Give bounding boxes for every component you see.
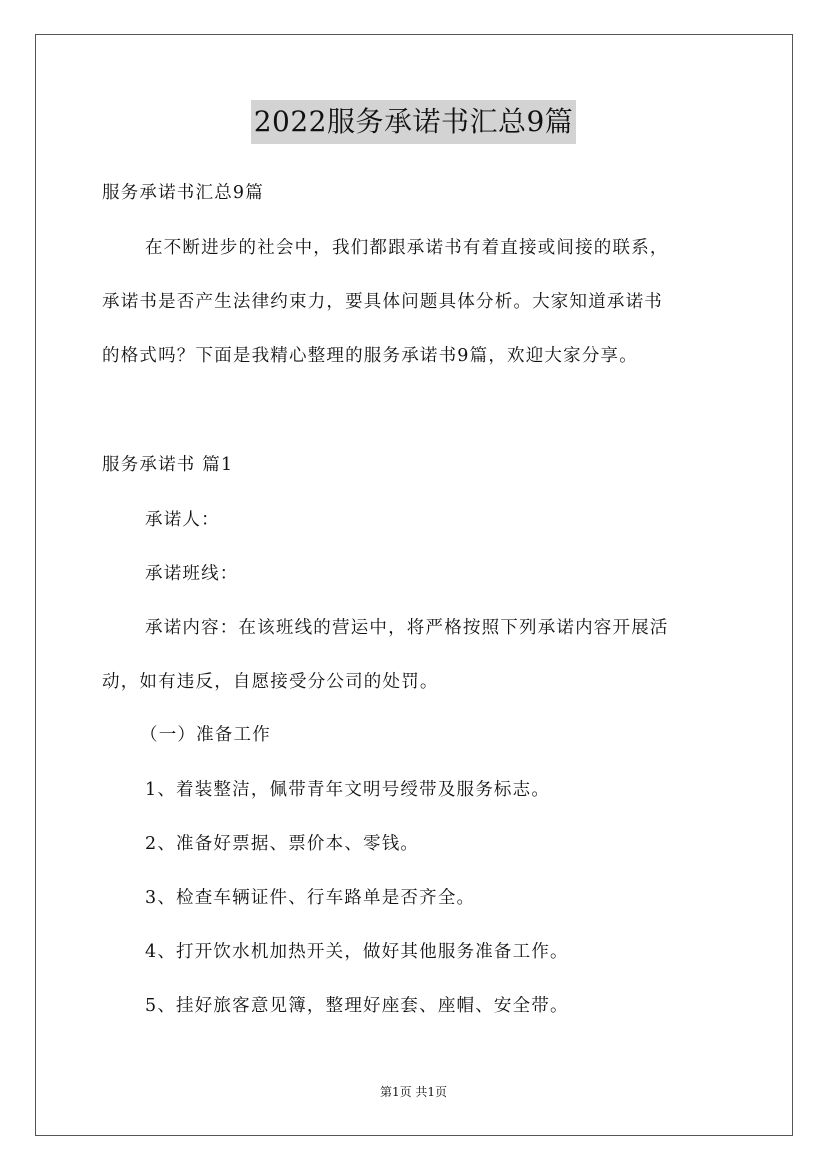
title-wrap bbox=[0, 100, 827, 144]
intro-line: 在不断进步的社会中，我们都跟承诺书有着直接或间接的联系， bbox=[145, 238, 669, 258]
section-heading: 服务承诺书 篇1 bbox=[102, 455, 234, 475]
intro-line: 的格式吗？下面是我精心整理的服务承诺书9篇，欢迎大家分享。 bbox=[102, 346, 638, 366]
promiser-label: 承诺人： bbox=[145, 510, 220, 530]
intro-line: 承诺书是否产生法律约束力，要具体问题具体分析。大家知道承诺书 bbox=[102, 292, 663, 312]
route-label: 承诺班线： bbox=[145, 564, 239, 584]
document-subtitle: 服务承诺书汇总9篇 bbox=[102, 183, 264, 203]
content-line: 承诺内容：在该班线的营运中，将严格按照下列承诺内容开展活 bbox=[145, 618, 669, 638]
document-title: 2022服务承诺书汇总9篇 bbox=[251, 100, 577, 144]
list-item: 5、挂好旅客意见簿，整理好座套、座帽、安全带。 bbox=[145, 996, 569, 1016]
content-line: 动，如有违反，自愿接受分公司的处罚。 bbox=[102, 672, 439, 692]
subsection-heading: （一）准备工作 bbox=[140, 725, 271, 745]
list-item: 4、打开饮水机加热开关，做好其他服务准备工作。 bbox=[145, 942, 569, 962]
list-item: 3、检查车辆证件、行车路单是否齐全。 bbox=[145, 888, 476, 908]
list-item: 2、准备好票据、票价本、零钱。 bbox=[145, 834, 420, 854]
page-footer: 第1页 共1页 bbox=[379, 1085, 448, 1099]
list-item: 1、着装整洁，佩带青年文明号绶带及服务标志。 bbox=[145, 780, 551, 800]
